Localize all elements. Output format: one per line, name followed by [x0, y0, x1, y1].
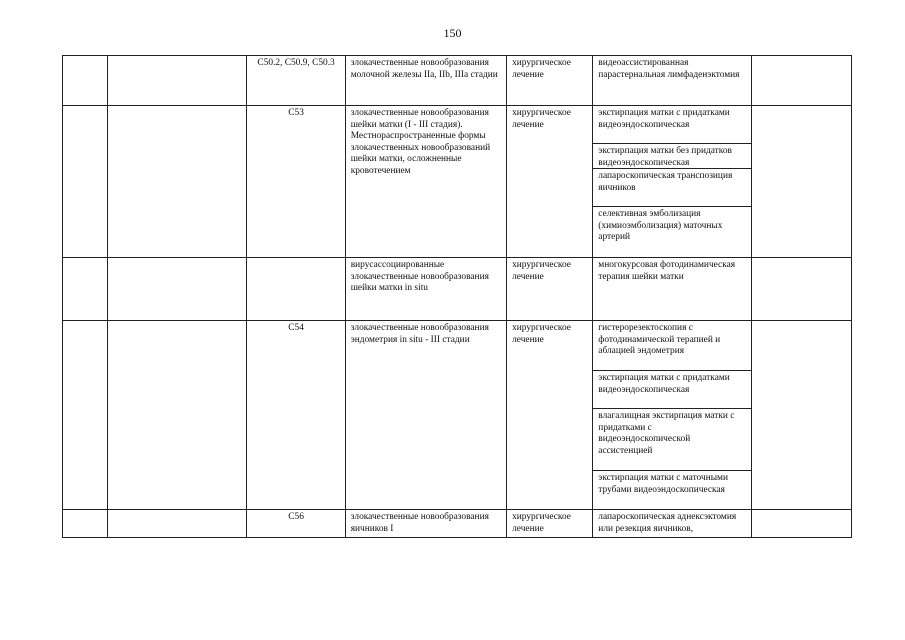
table-row [63, 56, 852, 106]
method-item: гистерорезектоскопия с фотодинамической терапией и аблацией эндометрия [598, 323, 721, 357]
cell-icd-code: C54 [247, 321, 345, 510]
cell-cost [751, 258, 851, 321]
method-item: селективная эмболизация (химиоэмболизация) маточных артерий [593, 206, 750, 256]
cell-patient-model: вирусассоциированные злокачественные новообразования шейки матки in situ [345, 258, 506, 321]
cell-treatment-type: хирургическое лечение [507, 258, 593, 321]
cell-treatment-type: хирургическое лечение [507, 56, 593, 106]
cell-cost [751, 56, 851, 106]
cell-method [593, 510, 751, 538]
cell-method [593, 106, 751, 258]
cell-icd-code [247, 258, 345, 321]
method-item: экстирпация матки с маточными трубами видеоэндоскопическая [593, 470, 750, 508]
method-item: экстирпация матки с придатками видеоэндоскопическая [598, 108, 730, 130]
method-item: экстирпация матки с придатками видеоэндоскопическая [593, 370, 750, 408]
cell-number [63, 321, 108, 510]
method-item: лапароскопическая транспозиция яичников [593, 168, 750, 206]
cell-treatment-type: хирургическое лечение [507, 510, 593, 538]
cell-number [63, 56, 108, 106]
cell-name [108, 258, 247, 321]
cell-patient-model: злокачественные новообразования яичников I [345, 510, 506, 538]
cell-method [593, 258, 751, 321]
cell-method [593, 321, 751, 510]
method-item: экстирпация матки без придатков видеоэндоскопическая [593, 143, 750, 168]
page-number: 150 [443, 26, 462, 40]
table-row [63, 321, 852, 510]
method-item: влагалищная экстирпация матки с придатками с видеоэндоскопической ассистенцией [593, 408, 750, 470]
cell-icd-code: C53 [247, 106, 345, 258]
cell-name [108, 510, 247, 538]
cell-patient-model: злокачественные новообразования молочной железы IIa, IIb, IIIa стадии [345, 56, 506, 106]
table-row [63, 106, 852, 258]
table-row [63, 258, 852, 321]
cell-cost [751, 321, 851, 510]
cell-patient-model: злокачественные новообразования шейки матки (I - III стадия). Местнораспространенные формы злокачественных новообразований шейки матки, осложненные кровотечением [345, 106, 506, 258]
cell-number [63, 106, 108, 258]
cell-treatment-type: хирургическое лечение [507, 321, 593, 510]
cell-cost [751, 510, 851, 538]
cell-number [63, 258, 108, 321]
cell-name [108, 56, 247, 106]
cell-method [593, 56, 751, 106]
cell-name [108, 106, 247, 258]
cell-icd-code: C50.2, C50.9, C50.3 [247, 56, 345, 106]
cell-treatment-type: хирургическое лечение [507, 106, 593, 258]
cell-icd-code: C56 [247, 510, 345, 538]
cell-cost [751, 106, 851, 258]
method-item: лапароскопическая аднексэктомия или резекция яичников, [598, 512, 737, 534]
cell-patient-model: злокачественные новообразования эндометрия in situ - III стадии [345, 321, 506, 510]
medical-care-table [62, 55, 852, 538]
cell-name [108, 321, 247, 510]
table-row [63, 510, 852, 538]
cell-number [63, 510, 108, 538]
method-item: многокурсовая фотодинамическая терапия шейки матки [598, 260, 736, 282]
method-item: видеоассистированная парастернальная лимфаденэктомия [598, 58, 740, 80]
